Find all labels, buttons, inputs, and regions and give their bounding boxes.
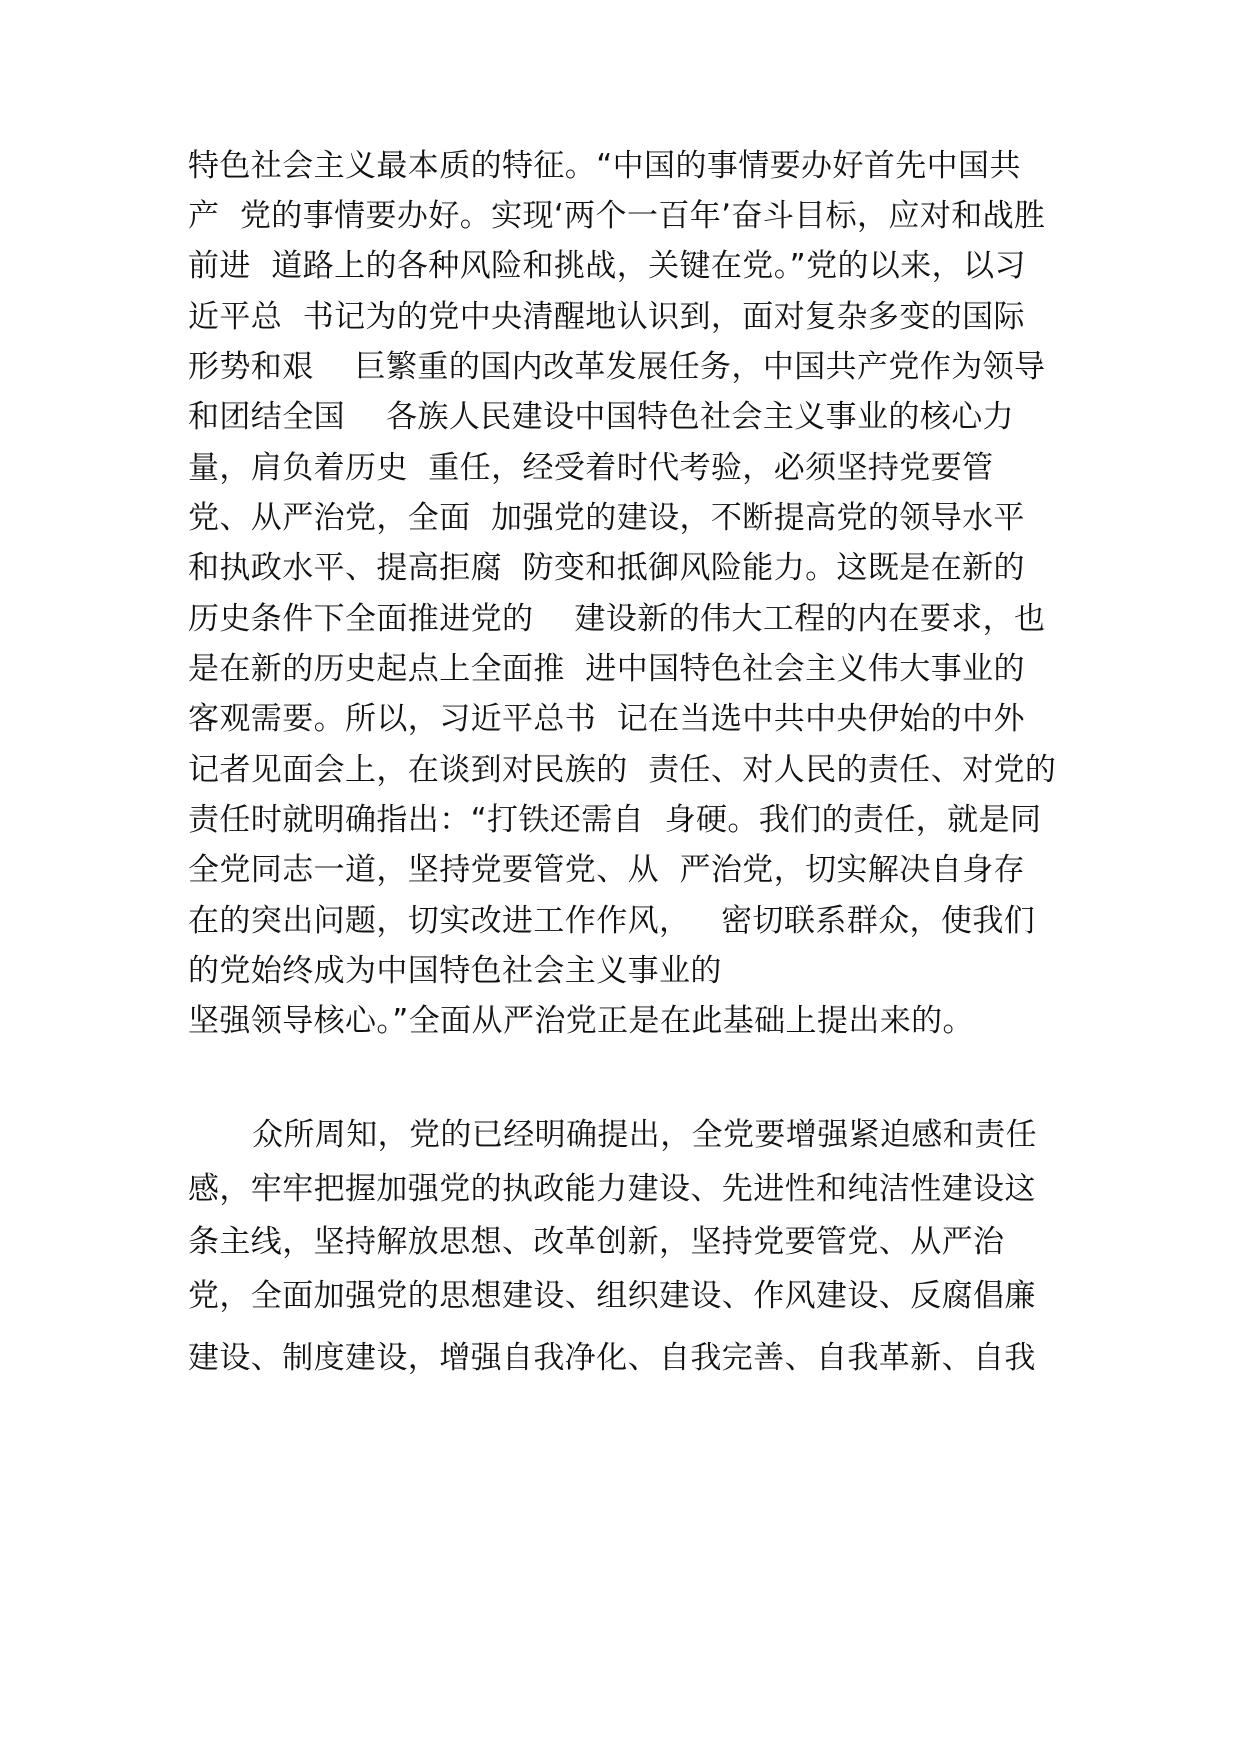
- text-line: 条主线，坚持解放思想、改革创新，坚持党要管党、从严治: [188, 1224, 1005, 1260]
- text-line: 近平总 书记为的党中央清醒地认识到，面对复杂多变的国际: [188, 299, 1025, 335]
- text-line: 众所周知，党的已经明确提出，全党要增强紧迫感和责任: [252, 1117, 1037, 1153]
- text-line: 感，牢牢把握加强党的执政能力建设、先进性和纯洁性建设这: [188, 1171, 1036, 1207]
- text-line: 建设、制度建设，增强自我净化、自我完善、自我革新、自我: [188, 1340, 1036, 1376]
- text-line: 量，肩负着历史 重任，经受着时代考验，必须坚持党要管: [188, 450, 994, 486]
- text-line: 历史条件下全面推进党的 建设新的伟大工程的内在要求，也: [188, 601, 1046, 637]
- text-line: 记者见面会上，在谈到对民族的 责任、对人民的责任、对党的: [188, 752, 1057, 788]
- text-line: 形势和艰 巨繁重的国内改革发展任务，中国共产党作为领导: [188, 349, 1046, 385]
- text-line: 是在新的历史起点上全面推 进中国特色社会主义伟大事业的: [188, 651, 1025, 687]
- text-line: 在的突出问题，切实改进工作作风， 密切联系群众，使我们: [188, 903, 1036, 939]
- text-line: 坚强领导核心。”全面从严治党正是在此基础上提出来的。: [188, 1003, 974, 1039]
- text-line: 和执政水平、提高拒腐 防变和抵御风险能力。这既是在新的: [188, 550, 1025, 586]
- text-line: 责任时就明确指出：“打铁还需自 身硬。我们的责任，就是同: [188, 802, 1042, 838]
- text-line: 的党始终成为中国特色社会主义事业的: [188, 953, 722, 989]
- text-line: 前进 道路上的各种风险和挑战，关键在党。”党的以来，以习: [188, 248, 1026, 284]
- text-line: 全党同志一道，坚持党要管党、从 严治党，切实解决自身存: [188, 852, 1025, 888]
- text-line: 党，全面加强党的思想建设、组织建设、作风建设、反腐倡廉: [188, 1278, 1036, 1314]
- text-line: 党、从严治党，全面 加强党的建设，不断提高党的领导水平: [188, 500, 1025, 536]
- text-line: 和团结全国 各族人民建设中国特色社会主义事业的核心力: [188, 399, 1015, 435]
- text-line: 特色社会主义最本质的特征。“中国的事情要办好首先中国共: [188, 148, 1021, 184]
- text-line: 客观需要。所以，习近平总书 记在当选中共中央伊始的中外: [188, 701, 1025, 737]
- text-line: 产 党的事情要办好。实现‘两个一百年’奋斗目标，应对和战胜: [188, 198, 1046, 234]
